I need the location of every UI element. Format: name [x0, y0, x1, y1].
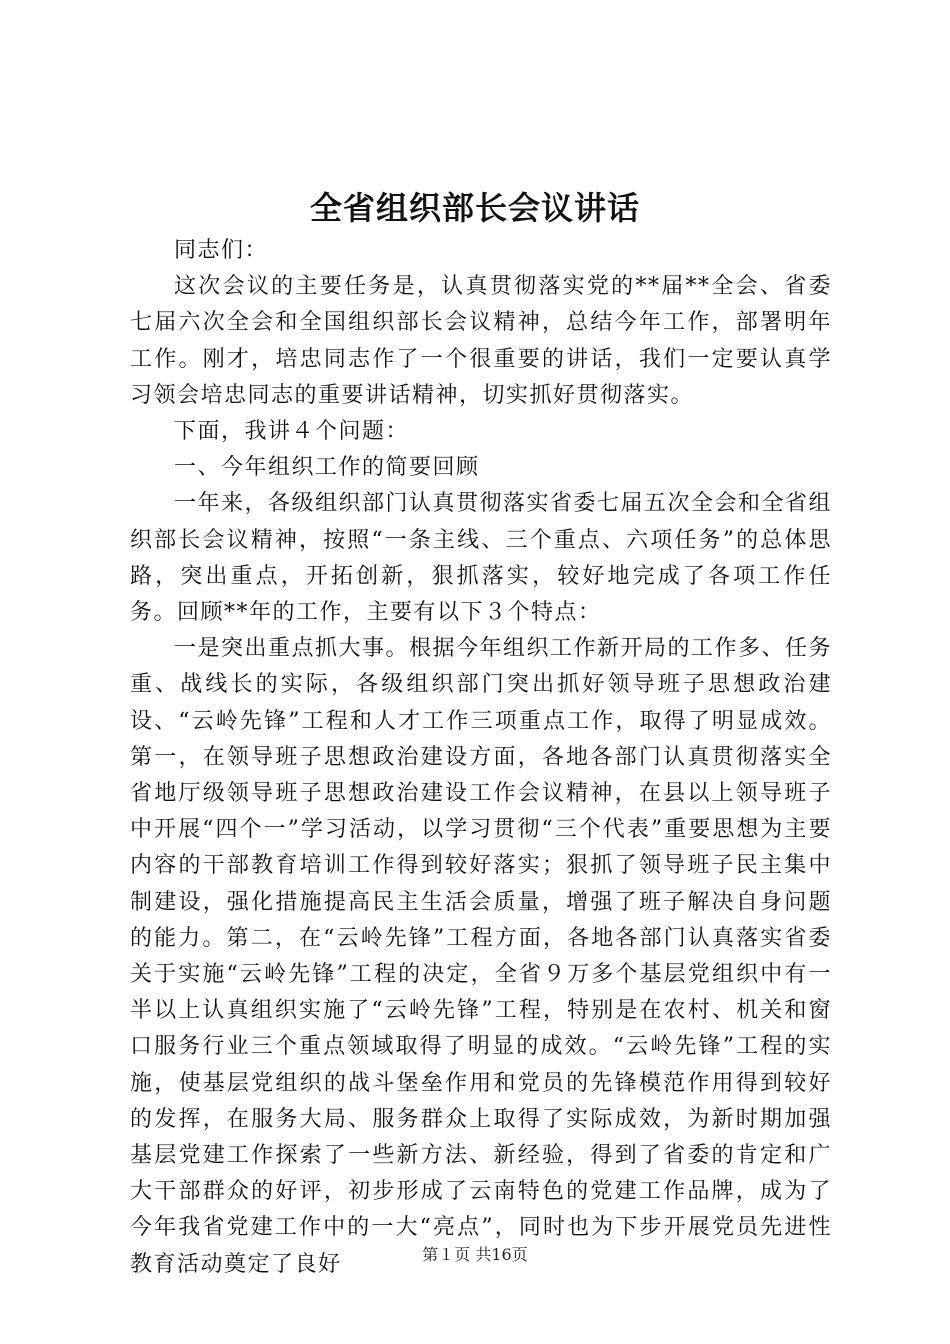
document-title: 全省组织部长会议讲话	[309, 189, 640, 227]
paragraph-intro: 这次会议的主要任务是，认真贯彻落实党的**届**全会、省委七届六次全会和全国组织部长会议精神，总结今年工作，部署明年工作。刚才，培忠同志作了一个很重要的讲话，我们一定要认真学习领会培忠同志的重要讲话精神，切实抓好贯彻落实。	[130, 274, 832, 408]
document-body	[130, 233, 832, 1283]
paragraph-review: 一年来，各级组织部门认真贯彻落实省委七届五次全会和全省组织部长会议精神，按照“一条主线、三个重点、六项任务”的总体思路，突出重点，开拓创新，狠抓落实，较好地完成了各项工作任务。回顾**年的工作，主要有以下３个特点：	[130, 491, 833, 626]
page-footer: 第１页 共16页	[422, 1245, 528, 1264]
paragraph-feature-one: 一是突出重点抓大事。根据今年组织工作新开局的工作多、任务重、战线长的实际，各级组织部门突出抓好领导班子思想政治建设、“云岭先锋”工程和人才工作三项重点工作，取得了明显成效。第一，在领导班子思想政治建设方面，各地各部门认真贯彻落实全省地厅级领导班子思想政治建设工作会议精神，在县以上领导班子中开展“四个一”学习活动，以学习贯彻“三个代表”重要思想为主要内容的干部教育培训工作得到较好落实；狠抓了领导班子民主集中制建设，强化措施提高民主生活会质量，增强了班子解决自身问题的能力。第二，在“云岭先锋”工程方面，各地各部门认真落实省委关于实施“云岭先锋”工程的决定，全省９万多个基层党组织中有一半以上认真组织实施了“云岭先锋”工程，特别是在农村、机关和窗口服务行业三个重点领域取得了明显的成效。“云岭先锋”工程的实施，使基层党组织的战斗堡垒作用和党员的先锋模范作用得到较好的发挥，在服务大局、服务群众上取得了实际成效，为新时期加强基层党建工作探索了一些新方法、新经验，得到了省委的肯定和广大干部群众的好评，初步形成了云南特色的党建工作品牌，成为了今年我省党建工作中的一大“亮点”，同时也为下步开展党员先进性教育活动奠定了良好	[130, 636, 833, 1277]
salutation: 同志们：	[174, 238, 269, 263]
section-heading: 一、今年组织工作的简要回顾	[174, 455, 480, 481]
paragraph-outline: 下面，我讲４个问题：	[174, 419, 410, 445]
